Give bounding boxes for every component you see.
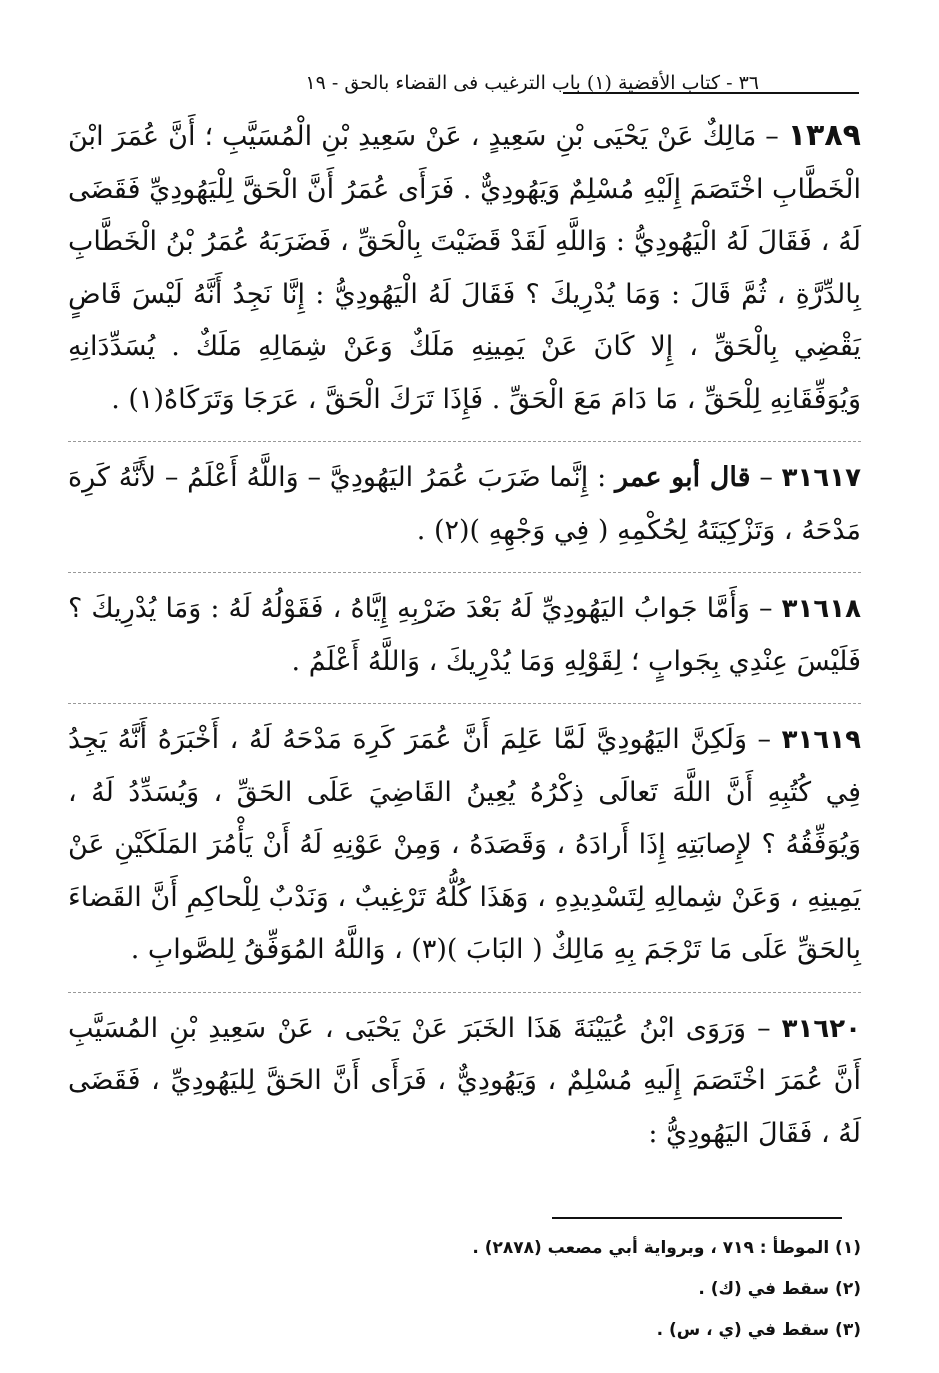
- footnotes: [300, 1228, 861, 1351]
- separator: [68, 703, 861, 704]
- paragraph-text: – وَرَوَى ابْنُ عُيَيْنَةَ هَذَا الخَبَرَ عَنْ يَحْيَى ، عَنْ سَعِيدِ بْنِ المُسَيَّبِ أَنَّ عُمَرَ اخْتَصَمَ إِلَيهِ مُسْلِمٌ ، وَيَهُودِيٌّ ، فَرَأَى أَنَّ الحَقَّ لِليَهُودِيِّ ، فَقَضَى لَهُ ، فَقَالَ اليَهُودِيُّ :: [68, 1012, 861, 1149]
- paragraph-31618: [68, 583, 861, 688]
- paragraph-text: – مَالِكٌ عَنْ يَحْيَى بْنِ سَعِيدٍ ، عَنْ سَعِيدِ بْنِ الْمُسَيَّبِ ؛ أَنَّ عُمَرَ ابْنَ الْخَطَّابِ اخْتَصَمَ إِلَيْهِ مُسْلِمٌ وَيَهُودِيٌّ . فَرَأَى عُمَرُ أَنَّ الْحَقَّ لِلْيَهُودِيِّ فَقَضَى لَهُ ، فَقَالَ لَهُ الْيَهُودِيُّ : وَاللَّهِ لَقَدْ قَضَيْتَ بِالْحَقِّ ، فَضَرَبَهُ عُمَرُ بْنُ الْخَطَّابِ بِالدِّرَّةِ ، ثُمَّ قَالَ : وَمَا يُدْرِيكَ ؟ فَقَالَ لَهُ الْيَهُودِيُّ : إِنَّا نَجِدُ أَنَّهُ لَيْسَ قَاضٍ يَقْضِي بِالْحَقِّ ، إِلا كَانَ عَنْ يَمِينِهِ مَلَكٌ وَعَنْ شِمَالِهِ مَلَكٌ . يُسَدِّدَانِهِ وَيُوَفِّقَانِهِ لِلْحَقِّ ، مَا دَامَ مَعَ الْحَقِّ . فَإِذَا تَرَكَ الْحَقَّ ، عَرَجَا وَتَرَكَاهُ(١) .: [68, 121, 861, 415]
- paragraph-1389: [68, 110, 861, 426]
- running-title: ٣٦ - كتاب الأقضية (١) باب الترغيب فى القضاء بالحق - ١٩: [305, 72, 759, 94]
- paragraph-number: ٣١٦١٧: [781, 463, 861, 493]
- paragraph-31617: ٣١٦١٧ – قال أبو عمر : إِنَّما ضَرَبَ عُمَرُ اليَهُودِيَّ – وَاللَّهُ أَعْلَمُ – لأَنَّهُ كَرِهَ مَدْحَهُ ، وَتَزْكِيَتَهُ لِحُكْمِهِ ( فِي وَجْهِهِ )(٢) .: [68, 462, 861, 546]
- paragraph-31620: [68, 1003, 861, 1161]
- footnote-rule: [552, 1217, 842, 1219]
- speaker-label: قال أبو عمر: [614, 462, 751, 493]
- paragraph-text: : إِنَّما ضَرَبَ عُمَرُ اليَهُودِيَّ – وَاللَّهُ أَعْلَمُ – لأَنَّهُ كَرِهَ مَدْحَهُ ، وَتَزْكِيَتَهُ لِحُكْمِهِ ( فِي وَجْهِهِ )(٢) .: [68, 462, 861, 546]
- header-rule: [563, 92, 859, 94]
- paragraph-number: ٣١٦١٩: [781, 725, 861, 755]
- main-text: [68, 110, 861, 1175]
- paragraph-number: ٣١٦٢٠: [781, 1013, 861, 1044]
- running-header: [70, 63, 759, 103]
- paragraph-31619: [68, 714, 861, 977]
- separator: [68, 441, 861, 442]
- paragraph-number: ١٣٨٩: [787, 118, 861, 153]
- separator: [68, 992, 861, 993]
- footnote-1: (١) الموطأ : ٧١٩ ، وبرواية أبي مصعب (٢٨٧٨) .: [472, 1238, 861, 1258]
- paragraph-text: – وَأَمَّا جَوابُ اليَهُودِيِّ لَهُ بَعْدَ ضَرْبِهِ إِيَّاهُ ، فَقَوْلُهُ لَهُ : وَمَا يُدْرِيكَ ؟ فَلَيْسَ عِنْدِي بِجَوابٍ ؛ لِقَوْلِهِ وَمَا يُدْرِيكَ ، وَاللَّهُ أَعْلَمُ .: [68, 593, 861, 677]
- separator: [68, 572, 861, 573]
- footnote-3: (٣) سقط في (ي ، س) .: [656, 1320, 861, 1340]
- paragraph-text: – وَلَكِنَّ اليَهُودِيَّ لَمَّا عَلِمَ أَنَّ عُمَرَ كَرِهَ مَدْحَهُ لَهُ ، أَخْبَرَهُ أَنَّهُ يَجِدُ فِي كُتُبِهِ أَنَّ اللَّهَ تَعالَى ذِكْرُهُ يُعِينُ القَاضِيَ عَلَى الحَقِّ ، وَيُسَدِّدُ لَهُ ، وَيُوَفِّقُهُ ؟ لإِصابَتِهِ إِذَا أَرادَهُ ، وَقَصَدَهُ ، وَمِنْ عَوْنِهِ لَهُ أَنْ يَأْمُرَ المَلَكَيْنِ عَنْ يَمِينِهِ ، وَعَنْ شِمالِهِ لِتَسْدِيدِهِ ، وَهَذَا كُلُّهُ تَرْغِيبٌ ، وَنَدْبٌ لِلْحاكِمِ أَنَّ القَضاءَ بِالحَقِّ عَلَى مَا تَرْجَمَ بِهِ مَالِكٌ ( البَابَ )(٣) ، وَاللَّهُ المُوَفِّقُ لِلصَّوابِ .: [68, 724, 861, 965]
- footnote-2: (٢) سقط في (ك) .: [698, 1279, 861, 1299]
- paragraph-number: ٣١٦١٨: [781, 594, 861, 624]
